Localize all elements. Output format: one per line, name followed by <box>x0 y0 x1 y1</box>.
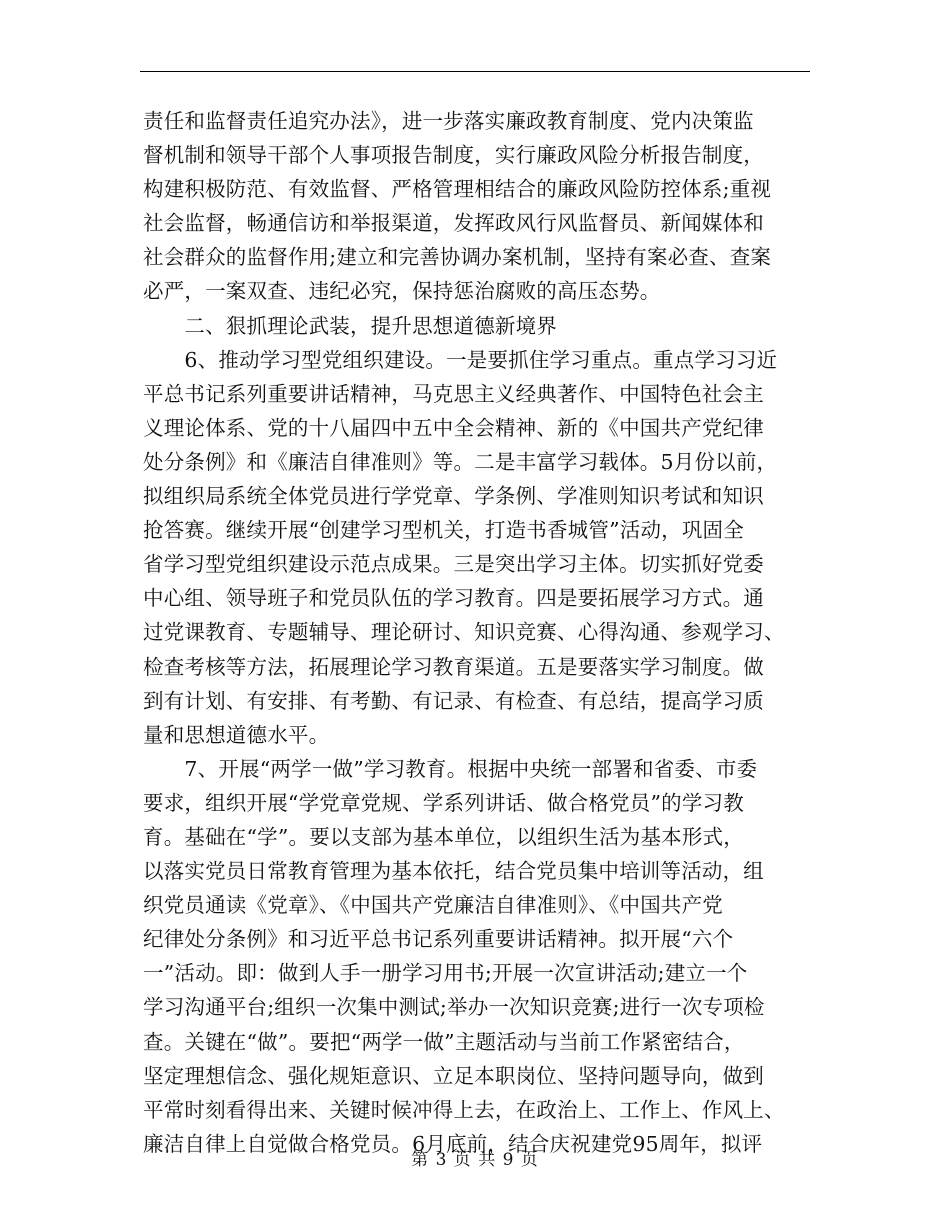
text-line: 构建积极防范、有效监督、严格管理相结合的廉政风险防控体系;重视 <box>143 177 772 202</box>
text-line: 平总书记系列重要讲话精神，马克思主义经典著作、中国特色社会主 <box>143 381 764 406</box>
text-line: 义理论体系、党的十八届四中五中全会精神、新的《中国共产党纪律 <box>143 415 764 440</box>
text-line: 检查考核等方法，拓展理论学习教育渠道。五是要落实学习制度。做 <box>143 654 764 679</box>
text-line: 到有计划、有安排、有考勤、有记录、有检查、有总结，提高学习质 <box>143 688 764 713</box>
text-line: 纪律处分条例》和习近平总书记系列重要讲话精神。拟开展“六个 <box>143 927 734 952</box>
text-line: 量和思想道德水平。 <box>143 722 330 747</box>
text-line: 7、开展“两学一做”学习教育。根据中央统一部署和省委、市委 <box>143 756 758 781</box>
text-line: 必严，一案双查、违纪必究，保持惩治腐败的高压态势。 <box>143 279 661 304</box>
header-rule <box>140 71 810 72</box>
text-line: 6、推动学习型党组织建设。一是要抓住学习重点。重点学习习近 <box>143 347 778 372</box>
text-line: 平常时刻看得出来、关键时候冲得上去，在政治上、工作上、作风上、 <box>143 1097 785 1122</box>
body-text <box>143 104 811 1161</box>
text-line: 省学习型党组织建设示范点成果。三是突出学习主体。切实抓好党委 <box>143 552 764 577</box>
text-line: 抢答赛。继续开展“创建学习型机关，打造书香城管”活动，巩固全 <box>143 518 744 543</box>
text-line: 坚定理想信念、强化规矩意识、立足本职岗位、坚持问题导向，做到 <box>143 1063 764 1088</box>
text-line: 学习沟通平台;组织一次集中测试;举办一次知识竞赛;进行一次专项检 <box>143 995 765 1020</box>
section-heading: 二、狠抓理论武装，提升思想道德新境界 <box>143 313 557 338</box>
text-line: 廉洁自律上自觉做合格党员。6月底前，结合庆祝建党95周年，拟评 <box>143 1131 763 1156</box>
text-line: 中心组、领导班子和党员队伍的学习教育。四是要拓展学习方式。通 <box>143 586 764 611</box>
text-line: 织党员通读《党章》、《中国共产党廉洁自律准则》、《中国共产党 <box>143 893 723 918</box>
text-line: 拟组织局系统全体党员进行学党章、学条例、学准则知识考试和知识 <box>143 484 764 509</box>
text-line: 督机制和领导干部个人事项报告制度，实行廉政风险分析报告制度， <box>143 143 764 168</box>
text-line: 育。基础在“学”。要以支部为基本单位，以组织生活为基本形式， <box>143 824 744 849</box>
text-line: 要求，组织开展“学党章党规、学系列讲话、做合格党员”的学习教 <box>143 790 744 815</box>
text-line: 过党课教育、专题辅导、理论研讨、知识竞赛、心得沟通、参观学习、 <box>143 620 785 645</box>
text-line: 社会监督，畅通信访和举报渠道，发挥政风行风监督员、新闻媒体和 <box>143 211 764 236</box>
text-line: 一”活动。即：做到人手一册学习用书;开展一次宣讲活动;建立一个 <box>143 961 748 986</box>
text-line: 查。关键在“做”。要把“两学一做”主题活动与当前工作紧密结合， <box>143 1029 745 1054</box>
text-line: 社会群众的监督作用;建立和完善协调办案机制，坚持有案必查、查案 <box>143 245 772 270</box>
page-number: 第 3 页 共 9 页 <box>411 1150 539 1170</box>
text-line: 处分条例》和《廉洁自律准则》等。二是丰富学习载体。5月份以前， <box>143 449 778 474</box>
text-line: 以落实党员日常教育管理为基本依托，结合党员集中培训等活动，组 <box>143 859 764 884</box>
text-line: 责任和监督责任追究办法》，进一步落实廉政教育制度、党内决策监 <box>143 109 754 133</box>
